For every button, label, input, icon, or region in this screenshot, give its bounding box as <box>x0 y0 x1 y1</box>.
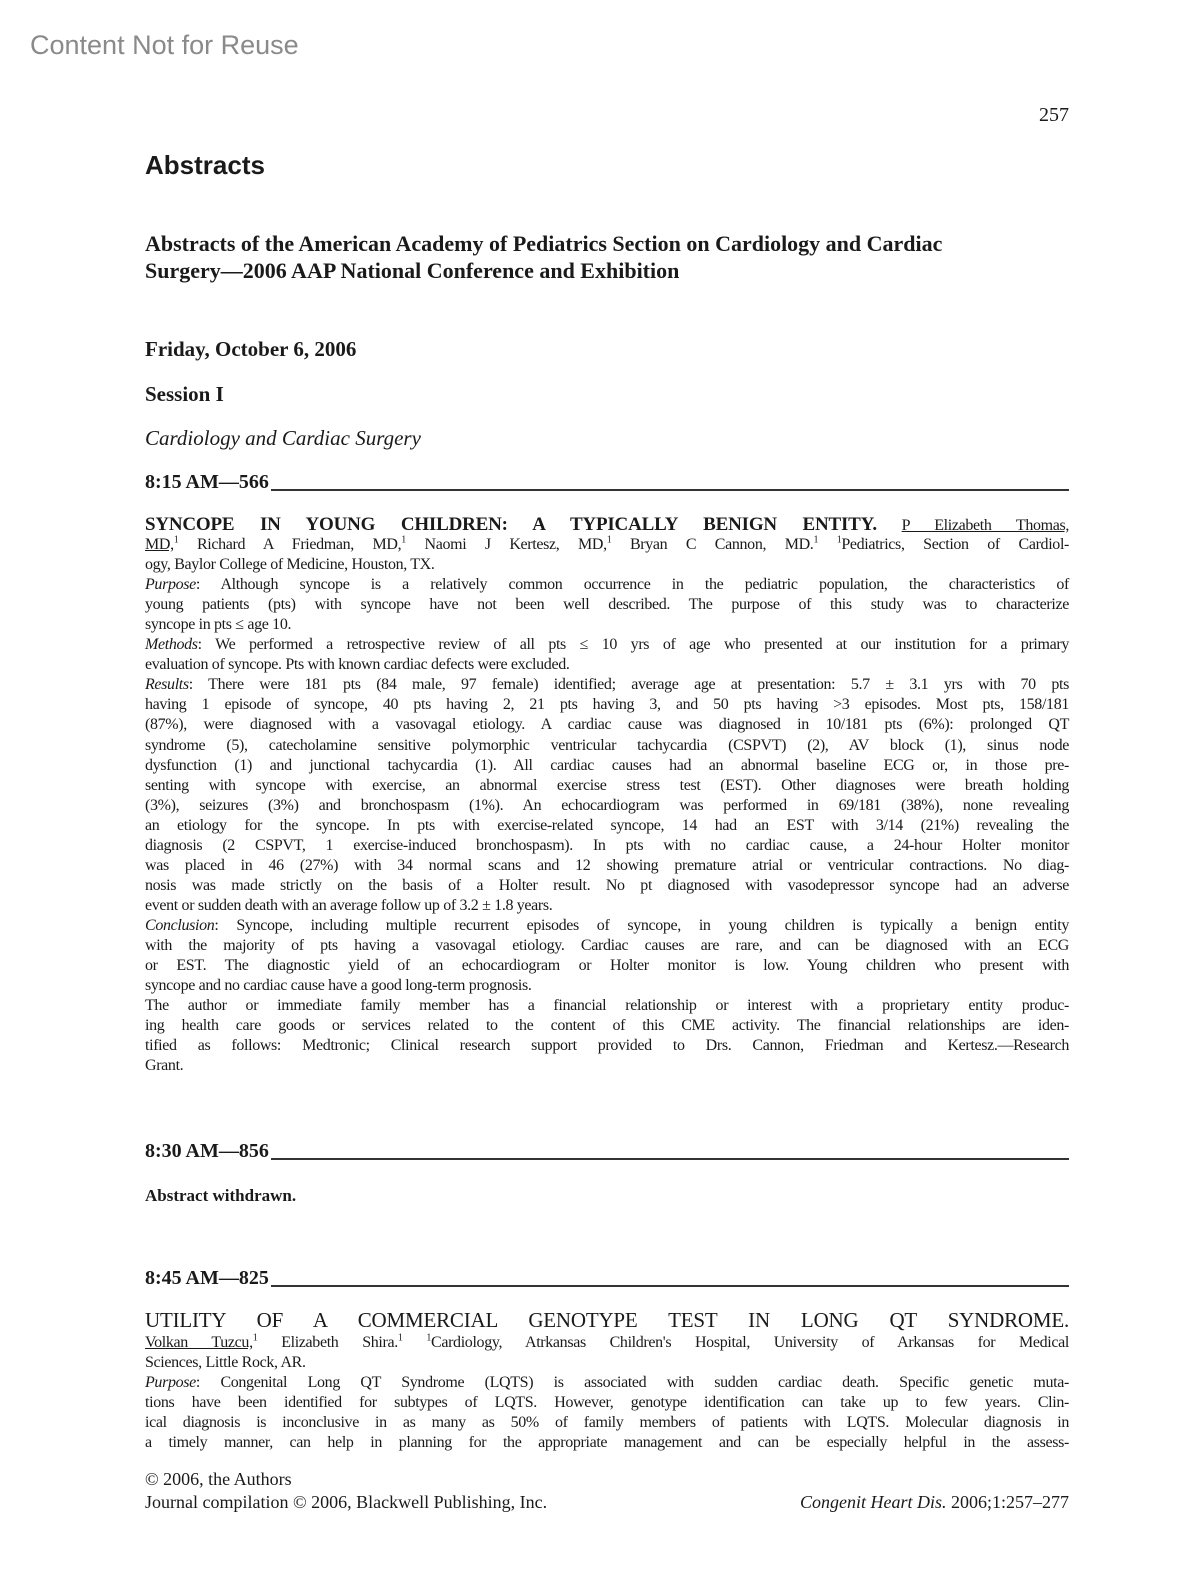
slot-heading <box>145 1267 1069 1290</box>
affiliation: ogy, Baylor College of Medicine, Houston, TX. <box>145 556 435 574</box>
affiliation: Pediatrics, Section of Cardiol- <box>841 536 1070 554</box>
line-text: syndrome (5), catecholamine sensitive polymorphic ventricular tachycardia (CSPVT) (2), AV block (1), sinus node <box>145 736 1069 754</box>
text-line <box>145 736 1069 756</box>
text-line <box>145 1016 1069 1036</box>
divider <box>271 1285 1069 1287</box>
text-line <box>145 675 1069 695</box>
text-line <box>145 1056 1069 1076</box>
line-text: evaluation of syncope. Pts with known cardiac defects were excluded. <box>145 656 570 674</box>
line-text: (87%), were diagnosed with a vasovagal etiology. A cardiac cause was diagnosed in 10/181 pts (6%): prolonged QT <box>145 716 1069 734</box>
line-text: : Syncope, including multiple recurrent episodes of syncope, in young children is typically a benign entity <box>214 916 1069 934</box>
affil-sup: 1 <box>401 534 406 546</box>
citation <box>800 1492 1069 1513</box>
results-section <box>145 675 1069 916</box>
affil-sup: 1 <box>252 1332 258 1344</box>
text-line <box>145 655 1069 675</box>
purpose-section <box>145 575 1069 635</box>
line-text: : Although syncope is a relatively common occurrence in the pediatric population, the characteristics of <box>195 576 1069 594</box>
text-line <box>145 1393 1069 1413</box>
line-text: syncope and no cardiac cause have a good long-term prognosis. <box>145 977 532 995</box>
divider <box>271 1158 1069 1160</box>
affiliation: Sciences, Little Rock, AR. <box>145 1354 306 1372</box>
line-text: young patients (pts) with syncope have not been well described. The purpose of this study was to characterize <box>145 596 1069 614</box>
conference-title-line: Abstracts of the American Academy of Pediatrics Section on Cardiology and Cardiac <box>145 231 943 256</box>
text-line <box>145 996 1069 1016</box>
affiliation: Cardiology, Atrkansas Children's Hospital, University of Arkansas for Medical <box>431 1334 1070 1351</box>
affil-sup: 1 <box>836 534 842 546</box>
abstract-lqts <box>145 1310 1069 1453</box>
slot-label: 8:15 AM—566 <box>145 471 269 493</box>
affil-sup: 1 <box>813 534 819 546</box>
slot-label: 8:30 AM—856 <box>145 1140 269 1162</box>
line-text: a timely manner, can help in planning for the appropriate management and can be especially helpful in the assess- <box>145 1434 1069 1452</box>
text-line <box>145 635 1069 655</box>
journal-name: Congenit Heart Dis. <box>799 1492 947 1512</box>
line-text: (3%), seizures (3%) and bronchospasm (1%). An echocardiogram was performed in 69/181 (38%), none revealing <box>145 796 1069 814</box>
text-line <box>145 715 1069 735</box>
text-line <box>145 1373 1069 1393</box>
section-label: Purpose <box>145 1374 196 1392</box>
section-label: Methods <box>145 636 198 654</box>
slot-heading <box>145 471 1069 494</box>
line-text: an etiology for the syncope. In pts with exercise-related syncope, 14 had an EST with 3/14 (21%) revealing the <box>145 816 1069 834</box>
text-line <box>145 575 1069 595</box>
affil-sup: 1 <box>606 534 612 546</box>
line-text: The author or immediate family member has a financial relationship or interest with a proprietary entity produc- <box>145 997 1069 1015</box>
line-text: diagnosis (2 CSPVT, 1 exercise-induced bronchospasm). In pts with no cardiac cause, a 24-hour Holter monitor <box>145 836 1069 854</box>
text-line <box>145 896 1069 916</box>
text-line <box>145 1433 1069 1453</box>
presenting-author: Volkan Tuzcu, <box>145 1334 253 1351</box>
affil-sup: 1 <box>426 1332 431 1344</box>
slot-label: 8:45 AM—825 <box>145 1267 269 1289</box>
section-heading: Abstracts <box>145 150 265 180</box>
copyright: © 2006, the Authors <box>145 1469 292 1489</box>
text-line <box>145 615 1069 635</box>
author: Bryan C Cannon, MD. <box>629 536 814 554</box>
section-label: Purpose <box>145 576 196 594</box>
disclosure-section <box>145 996 1069 1076</box>
line-text: : There were 181 pts (84 male, 97 female) identified; average age at presentation: 5.7 ± 3.1 yrs with 70 pts <box>188 676 1069 694</box>
line-text: tions have been identified for subtypes of LQTS. However, genotype identification can take up to few years. Clin- <box>145 1394 1069 1412</box>
section-label: Conclusion <box>145 916 215 934</box>
line-text: Grant. <box>145 1057 184 1075</box>
line-text: syncope in pts ≤ age 10. <box>145 616 292 634</box>
text-line <box>145 856 1069 876</box>
text-line <box>145 976 1069 996</box>
abstract-syncope <box>145 515 1069 1076</box>
watermark: Content Not for Reuse <box>30 30 299 60</box>
line-text: tified as follows: Medtronic; Clinical research support provided to Drs. Cannon, Friedman and Kertesz.—Research <box>145 1037 1069 1055</box>
line-text: event or sudden death with an average follow up of 3.2 ± 1.8 years. <box>145 896 553 914</box>
text-line <box>145 796 1069 816</box>
author: Elizabeth Shira. <box>281 1334 398 1351</box>
track-heading: Cardiology and Cardiac Surgery <box>145 426 421 450</box>
day-heading: Friday, October 6, 2006 <box>145 337 357 361</box>
text-line <box>145 936 1069 956</box>
conference-title <box>145 230 1075 284</box>
abstract-title: UTILITY OF A COMMERCIAL GENOTYPE TEST IN LONG QT SYNDROME. <box>145 1308 1069 1332</box>
page-number: 257 <box>1039 104 1069 126</box>
citation-numbers: 2006;1:257–277 <box>946 1492 1069 1512</box>
withdrawn-notice: Abstract withdrawn. <box>145 1186 297 1205</box>
line-text: with the majority of pts having a vasovagal etiology. Cardiac causes are rare, and can be diagnosed with an ECG <box>145 936 1069 954</box>
line-text: nosis was made strictly on the basis of a Holter result. No pt diagnosed with vasodepressor syncope had an adverse <box>145 876 1069 894</box>
presenting-author: P Elizabeth Thomas, <box>901 517 1069 534</box>
text-line <box>145 876 1069 896</box>
text-line <box>145 1036 1069 1056</box>
text-line <box>145 816 1069 836</box>
author: Naomi J Kertesz, MD, <box>424 536 607 554</box>
affil-sup: 1 <box>173 534 179 546</box>
line-text: was placed in 46 (27%) with 34 normal scans and 12 showing premature atrial or ventricular contractions. No diag- <box>145 856 1069 874</box>
conclusion-section <box>145 916 1069 996</box>
line-text: ical diagnosis is inconclusive in as many as 50% of family members of patients with LQTS. Molecular diagnosis in <box>145 1414 1069 1432</box>
line-text: dysfunction (1) and junctional tachycardia (1). All cardiac causes had an abnormal baseline ECG or, in those pre- <box>145 756 1069 774</box>
purpose-section <box>145 1373 1069 1453</box>
line-text: senting with syncope with exercise, an abnormal exercise stress test (EST). Other diagnoses were breath holding <box>145 776 1069 794</box>
line-text: having 1 episode of syncope, 40 pts having 2, 21 pts having 3, and 50 pts having >3 episodes. Most pts, 158/181 <box>145 696 1069 714</box>
text-line <box>145 595 1069 615</box>
text-line <box>145 956 1069 976</box>
section-label: Results <box>145 676 189 694</box>
divider <box>271 489 1069 491</box>
affil-sup: 1 <box>397 1332 403 1344</box>
text-line <box>145 776 1069 796</box>
text-line <box>145 916 1069 936</box>
line-text: ing health care goods or services related to the content of this CME activity. The financial relationships are iden- <box>145 1017 1069 1035</box>
text-line <box>145 695 1069 715</box>
journal-compilation: Journal compilation © 2006, Blackwell Publishing, Inc. <box>145 1492 548 1512</box>
presenting-author-cont: MD, <box>145 536 174 554</box>
text-line <box>145 1413 1069 1433</box>
methods-section <box>145 635 1069 675</box>
abstract-title: SYNCOPE IN YOUNG CHILDREN: A TYPICALLY BENIGN ENTITY. <box>145 514 877 535</box>
session-heading: Session I <box>145 382 224 406</box>
text-line <box>145 756 1069 776</box>
author: Richard A Friedman, MD, <box>196 536 402 554</box>
slot-heading <box>145 1140 1069 1163</box>
line-text: or EST. The diagnostic yield of an echocardiogram or Holter monitor is low. Young children who present with <box>145 957 1069 975</box>
conference-title-line: Surgery—2006 AAP National Conference and Exhibition <box>145 258 680 283</box>
text-line <box>145 836 1069 856</box>
line-text: : Congenital Long QT Syndrome (LQTS) is associated with sudden cardiac death. Specific genetic muta- <box>195 1374 1069 1392</box>
line-text: : We performed a retrospective review of all pts ≤ 10 yrs of age who presented at our institution for a primary <box>197 636 1069 654</box>
